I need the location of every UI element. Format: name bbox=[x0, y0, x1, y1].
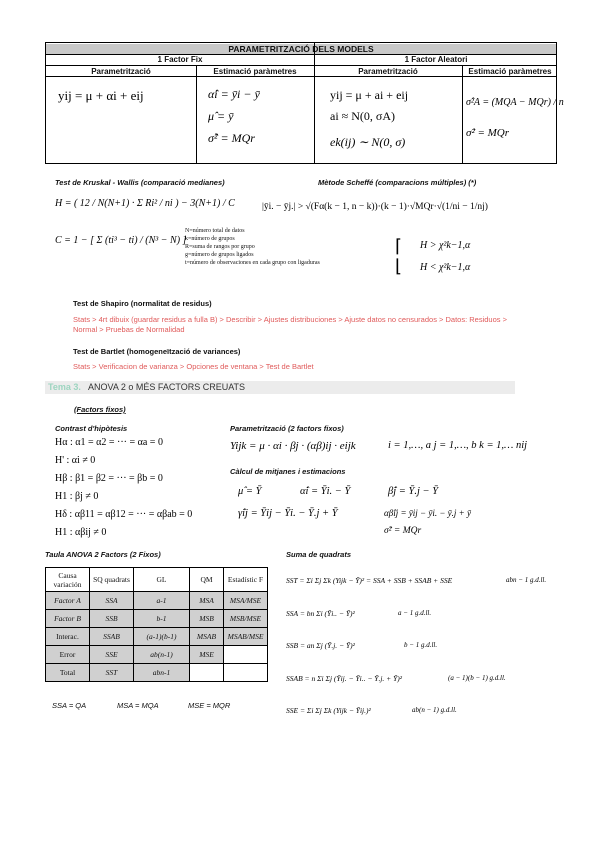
fix-param-header: Parametrització bbox=[91, 67, 151, 76]
hypothesis-line: Hδ : αβ11 = αβ12 = ··· = αβab = 0 bbox=[55, 509, 193, 520]
table-header-cell: Estadístic F bbox=[224, 568, 268, 592]
sum-formula: SST = Σi Σj Σk (Yijk − Ȳ)² = SSA + SSB + SSAB + SSE bbox=[286, 576, 453, 585]
table-cell: MSAB/MSE bbox=[224, 628, 268, 646]
sum-formula: SSA = bn Σi (Ȳi.. − Ȳ)² bbox=[286, 609, 355, 618]
sums-title: Suma de quadrats bbox=[286, 550, 352, 559]
table-cell: MSE bbox=[190, 646, 224, 664]
contrast-title: Contrast d'hipòtesis bbox=[55, 424, 128, 433]
estimate-alpha: α̂i = Ȳi. − Ȳ bbox=[300, 486, 351, 497]
kruskal-note: N=número total de datos bbox=[185, 228, 245, 234]
fixed-title: (Factors fixos) bbox=[74, 405, 126, 414]
shapiro-title: Test de Shapiro (normalitat de residus) bbox=[73, 299, 212, 308]
bartlett-title: Test de Bartlet (homogeneïtzació de variances) bbox=[73, 347, 241, 356]
bracket-icon: ⌈ bbox=[395, 236, 403, 256]
tema-bar bbox=[45, 381, 515, 394]
calc-title: Càlcul de mitjanes i estimacions bbox=[230, 467, 346, 476]
fix-sigma-estimate: σ̂² = MQr bbox=[208, 131, 255, 145]
random-param-header: Parametrització bbox=[358, 67, 418, 76]
sum-formula: SSB = an Σj (Ȳ.j. − Ȳ)² bbox=[286, 641, 355, 650]
table-header-cell: QM bbox=[190, 568, 224, 592]
kruskal-h-less: H < χ²k−1,α bbox=[420, 262, 471, 273]
estimate-alphabeta: αβ̂ij = ȳij − ȳi. − ȳ.j + ȳ bbox=[384, 508, 471, 518]
tema-title: ANOVA 2 o MÉS FACTORS CREUATS bbox=[88, 382, 246, 392]
table-cell: SSAB bbox=[90, 628, 134, 646]
table-cell: SSB bbox=[90, 610, 134, 628]
sum-df: (a − 1)(b − 1) g.d.ll. bbox=[448, 674, 506, 682]
kruskal-note: k=número de grupos bbox=[185, 236, 235, 242]
param-formula: Yijk = μ · αi · βj · (αβ)ij · eijk bbox=[230, 440, 356, 452]
table-cell: MSA bbox=[190, 592, 224, 610]
table-cell: Error bbox=[46, 646, 90, 664]
tema-label: Tema 3. bbox=[48, 382, 81, 392]
fix-estim-header: Estimació paràmetres bbox=[213, 67, 297, 76]
fix-factor-header: 1 Factor Fix bbox=[157, 55, 203, 64]
hypothesis-line: H' : αi ≠ 0 bbox=[55, 455, 96, 466]
fix-mu-estimate: μ̂ = ȳ bbox=[208, 109, 234, 123]
table-cell: b-1 bbox=[134, 610, 190, 628]
anova-table-title: Taula ANOVA 2 Factors (2 Fixos) bbox=[45, 550, 161, 559]
sum-df: abn − 1 g.d.ll. bbox=[506, 576, 547, 584]
table-cell bbox=[190, 664, 224, 682]
param-ranges: i = 1,…, a j = 1,…, b k = 1,… nij bbox=[388, 440, 528, 451]
estimate-gamma: γ̂ij = Ȳij − Ȳi. − Ȳ.j + Ȳ bbox=[238, 508, 338, 519]
hypothesis-line: Hα : α1 = α2 = ··· = αa = 0 bbox=[55, 437, 163, 448]
kruskal-note: t=número de observaciones en cada grupo con ligaduras bbox=[185, 260, 320, 266]
kruskal-h-formula: H = ( 12 / N(N+1) · Σ Ri² / ni ) − 3(N+1) / C bbox=[55, 198, 235, 209]
random-sigma-a-estimate: σ̂²A = (MQA − MQr) / n bbox=[466, 97, 564, 108]
table-cell: MSB/MSE bbox=[224, 610, 268, 628]
sum-formula: SSAB = n Σi Σj (Ȳij. − Ȳi.. − Ȳ.j. + Ȳ)² bbox=[286, 674, 403, 683]
table-cell bbox=[224, 646, 268, 664]
kruskal-title: Test de Kruskal - Wallis (comparació medianes) bbox=[55, 178, 225, 187]
sum-df: ab(n − 1) g.d.ll. bbox=[412, 706, 457, 714]
random-model-formula: yij = μ + ai + eij bbox=[330, 88, 409, 102]
table-cell: a-1 bbox=[134, 592, 190, 610]
anova-table bbox=[45, 567, 268, 682]
table-cell: MSAB bbox=[190, 628, 224, 646]
hypothesis-line: H1 : βj ≠ 0 bbox=[55, 491, 99, 502]
random-estim-header: Estimació paràmetres bbox=[468, 67, 552, 76]
table-cell: MSA/MSE bbox=[224, 592, 268, 610]
fix-alpha-estimate: α̂i = ȳi − ȳ bbox=[208, 87, 260, 101]
bracket-icon: ⌊ bbox=[395, 256, 403, 276]
table-cell: ab(n-1) bbox=[134, 646, 190, 664]
random-e-dist: ek(ij) ∼ N(0, σ) bbox=[330, 135, 406, 149]
table-cell: abn-1 bbox=[134, 664, 190, 682]
fix-model-formula: yij = μ + αi + eij bbox=[58, 88, 144, 103]
table-header-cell: GL bbox=[134, 568, 190, 592]
table-header-cell: SQ quadrats bbox=[90, 568, 134, 592]
kruskal-h-greater: H > χ²k−1,α bbox=[420, 240, 471, 251]
table-cell: Factor A bbox=[46, 592, 90, 610]
scheffe-title: Mètode Scheffé (comparacions múltiples) (*) bbox=[318, 178, 477, 187]
param-title: Parametrització (2 factors fixos) bbox=[230, 424, 344, 433]
estimate-mu: μ̂ = Ȳ bbox=[238, 486, 262, 497]
table-cell: Interac. bbox=[46, 628, 90, 646]
table-row bbox=[46, 592, 268, 610]
table-header-row bbox=[46, 568, 268, 592]
table-cell bbox=[224, 664, 268, 682]
sum-formula: SSE = Σi Σj Σk (Yijk − Ȳij.)² bbox=[286, 706, 371, 715]
scheffe-formula: |ȳi. − ȳj.| > √(Fα(k − 1, n − k))·(k − 1)·√MQr·√(1/ni − 1/nj) bbox=[262, 202, 488, 212]
anova-note: MSA = MQA bbox=[117, 701, 159, 710]
table-cell: Total bbox=[46, 664, 90, 682]
hypothesis-line: H1 : αβij ≠ 0 bbox=[55, 527, 107, 538]
hypothesis-line: Hβ : β1 = β2 = ··· = βb = 0 bbox=[55, 473, 163, 484]
random-sigma-estimate: σ̂² = MQr bbox=[466, 127, 510, 139]
anova-note: SSA = QA bbox=[52, 701, 87, 710]
sum-df: a − 1 g.d.ll. bbox=[398, 609, 432, 617]
sum-df: b − 1 g.d.ll. bbox=[404, 641, 438, 649]
kruskal-c-formula: C = 1 − [ Σ (ti³ − ti) / (N³ − N) ] bbox=[55, 235, 187, 246]
models-title: PARAMETRITZACIÓ DELS MODELS bbox=[46, 44, 556, 54]
random-factor-header: 1 Factor Aleatori bbox=[404, 55, 468, 64]
table-cell: MSB bbox=[190, 610, 224, 628]
kruskal-note: g=número de grupos ligados bbox=[185, 252, 254, 258]
table-row bbox=[46, 628, 268, 646]
models-table bbox=[45, 42, 564, 164]
bartlett-path: Stats > Verificacion de varianza > Opciones de ventana > Test de Bartlet bbox=[73, 362, 314, 371]
anova-note: MSE = MQR bbox=[188, 701, 231, 710]
table-row bbox=[46, 610, 268, 628]
random-a-dist: ai ≈ N(0, σA) bbox=[330, 109, 396, 123]
table-cell: (a-1)(b-1) bbox=[134, 628, 190, 646]
table-cell: SST bbox=[90, 664, 134, 682]
shapiro-path: Stats > 4rt dibuix (guardar residus a fulla B) > Describir > Ajustes distribuciones > Ajuste datos no censurados > Datos: Residuos > Normal > Pruebas de Normalidad bbox=[73, 315, 507, 334]
estimate-beta: β̂j = Ȳ.j − Ȳ bbox=[388, 486, 439, 497]
table-row bbox=[46, 664, 268, 682]
estimate-sigma: σ̂² = MQr bbox=[384, 526, 422, 536]
table-row bbox=[46, 646, 268, 664]
table-header-cell: Causa variación bbox=[46, 568, 90, 592]
table-cell: SSA bbox=[90, 592, 134, 610]
kruskal-note: R=suma de rangos por grupo bbox=[185, 244, 255, 250]
table-cell: Factor B bbox=[46, 610, 90, 628]
table-cell: SSE bbox=[90, 646, 134, 664]
